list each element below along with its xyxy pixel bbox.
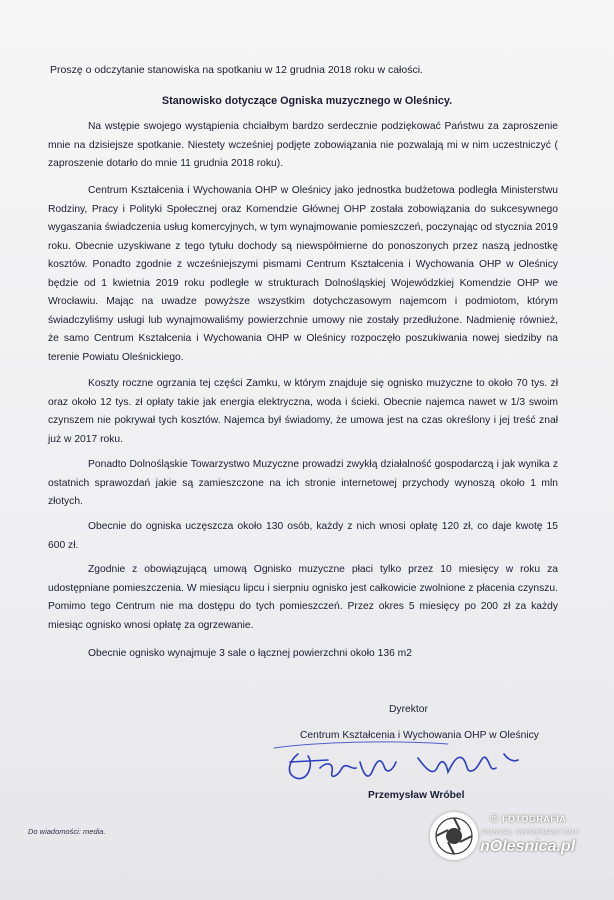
paragraph-6 [48, 561, 558, 635]
signature-role: Dyrektor [389, 704, 428, 715]
paragraph-7 [48, 645, 558, 664]
intro-line: Proszę o odczytanie stanowiska na spotkaniu w 12 grudnia 2018 roku w całości. [50, 64, 423, 76]
watermark [430, 808, 610, 868]
signature-name: Przemysław Wróbel [368, 790, 465, 801]
paragraph-1 [48, 118, 558, 174]
paragraph-5 [48, 518, 558, 555]
signature-institution: Centrum Kształcenia i Wychowania OHP w Oleśnicy [300, 730, 539, 741]
watermark-line1: FOTOGRAFIA [502, 814, 567, 824]
paragraph-2-text: Centrum Kształcenia i Wychowania OHP w Oleśnicy jako jednostka budżetowa podległa Ministerstwu Rodziny, Pracy i Polityki Społecznej oraz Komendzie Głównej OHP została zobowiązania do sukcesywnego wygaszania świadczenia usług komercyjnych, w tym wynajmowanie pomieszczeń, poczynając od stycznia 2019 roku. Obecnie uzyskiwane z tego tytułu dochody są niewspółmierne do ponoszonych przez naszą jednostkę kosztów. Ponadto zgodnie z wcześniejszymi pismami Centrum Kształcenia i Wychowania OHP w Oleśnicy będzie od 1 kwietnia 2019 roku podległe w strukturach Dolnośląskiej Wojewódzkiej Komendzie OHP we Wrocławiu. Mając na uwadze powyższe wszystkim dotychczasowym najemcom i podmiotom, którym świadczyliśmy usługi lub wynajmowaliśmy powierzchnie umowy nie zostały przedłużone. Nadmienię również, że samo Centrum Kształcenia i Wychowania OHP w Oleśnicy rozpoczęło poszukiwania nowej siedziby na terenie Powiatu Oleśnickiego. [48, 185, 558, 363]
paragraph-1-text: Na wstępie swojego wystąpienia chciałbym bardzo serdecznie podziękować Państwu za zaproszenie mnie na dzisiejsze spotkanie. Niestety wcześniej podjęte zobowiązania nie pozwalają mi w nim uczestniczyć ( zaproszenie dotarło do mnie 11 grudnia 2018 roku). [48, 121, 558, 169]
paragraph-4 [48, 456, 558, 512]
footer-note: Do wiadomości: media. [28, 827, 106, 836]
document-title: Stanowisko dotyczące Ogniska muzycznego w Oleśnicy. [161, 95, 453, 107]
paragraph-2 [48, 182, 558, 367]
paragraph-5-text: Obecnie do ogniska uczęszcza około 130 osób, każdy z nich wnosi opłatę 120 zł, co daje kwotę 15 600 zł. [48, 521, 558, 551]
paragraph-3-text: Koszty roczne ogrzania tej części Zamku, w którym znajduje się ognisko muzyczne to około 70 tys. zł oraz około 12 tys. zł opłaty takie jak energia elektryczna, woda i ścieki. Obecnie najemca nawet w 1/3 swoim czynszem nie pokrywał tych kosztów. Najemca był świadomy, że umowa jest na czas określony i jej treść znał już w 2017 roku. [48, 378, 558, 445]
paragraph-6-text: Zgodnie z obowiązującą umową Ognisko muzyczne płaci tylko przez 10 miesięcy w roku za udostępniane pomieszczenia. W miesiącu lipcu i sierpniu ognisko jest całkowicie zwolnione z płacenia czynszu. Pomimo tego Centrum nie ma dostępu do tych pomieszczeń. Przez okres 5 miesięcy po 200 zł za każdy miesiąc ognisko wnosi opłatę za ogrzewanie. [48, 564, 558, 631]
camera-aperture-icon [430, 812, 478, 860]
paragraph-3 [48, 375, 558, 449]
handwritten-signature [268, 732, 548, 792]
watermark-line3: nOlesnica.pl [480, 838, 576, 855]
paragraph-7-text: Obecnie ognisko wynajmuje 3 sale o łącznej powierzchni około 136 m2 [88, 648, 412, 659]
watermark-line2: PORTAL INFORMACYJNY [482, 829, 580, 836]
paragraph-4-text: Ponadto Dolnośląskie Towarzystwo Muzyczne prowadzi zwykłą działalność gospodarczą i jak wynika z ostatnich sprawozdań jakie są zamieszczone na ich stronie internetowej przychody wynoszą około 1 mln złotych. [48, 459, 558, 507]
watermark-copyright: © [490, 813, 499, 825]
